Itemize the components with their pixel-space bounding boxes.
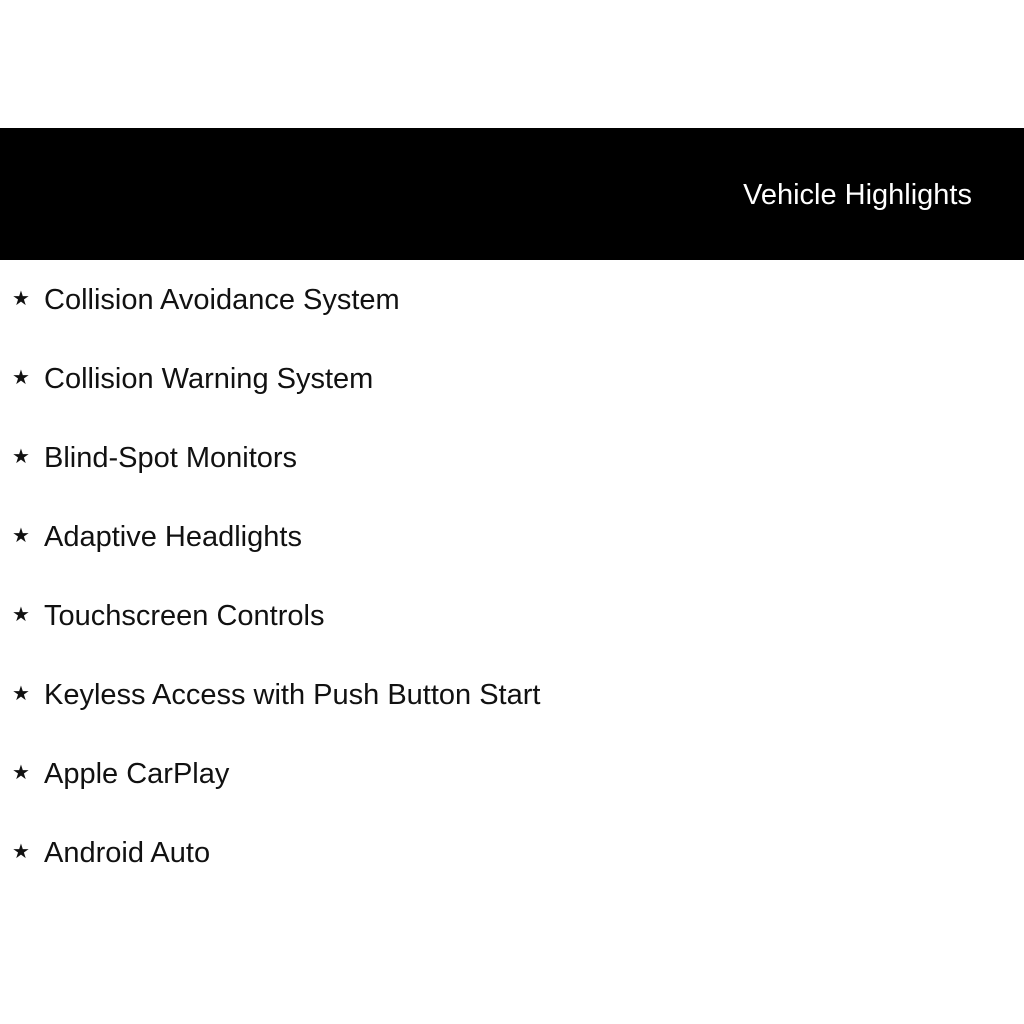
feature-label: Apple CarPlay — [44, 758, 230, 790]
feature-label: Touchscreen Controls — [44, 600, 325, 632]
star-icon: ★ — [12, 602, 30, 626]
list-item — [0, 675, 1024, 754]
star-icon: ★ — [12, 523, 30, 547]
list-item — [0, 359, 1024, 438]
star-icon: ★ — [12, 444, 30, 468]
feature-list — [0, 280, 1024, 912]
list-item — [0, 517, 1024, 596]
star-icon: ★ — [12, 681, 30, 705]
list-item — [0, 754, 1024, 833]
feature-label: Android Auto — [44, 837, 211, 869]
list-item — [0, 280, 1024, 359]
star-icon: ★ — [12, 286, 30, 310]
star-icon: ★ — [12, 839, 30, 863]
feature-label: Blind-Spot Monitors — [44, 442, 298, 474]
list-item — [0, 833, 1024, 912]
feature-label: Adaptive Headlights — [44, 521, 302, 553]
list-item — [0, 438, 1024, 517]
feature-label: Collision Warning System — [44, 363, 374, 395]
list-item — [0, 596, 1024, 675]
feature-label: Collision Avoidance System — [44, 284, 400, 316]
star-icon: ★ — [12, 760, 30, 784]
header-bar — [0, 128, 1024, 260]
star-icon: ★ — [12, 365, 30, 389]
feature-label: Keyless Access with Push Button Start — [44, 679, 541, 711]
page-title: Vehicle Highlights — [743, 179, 972, 211]
